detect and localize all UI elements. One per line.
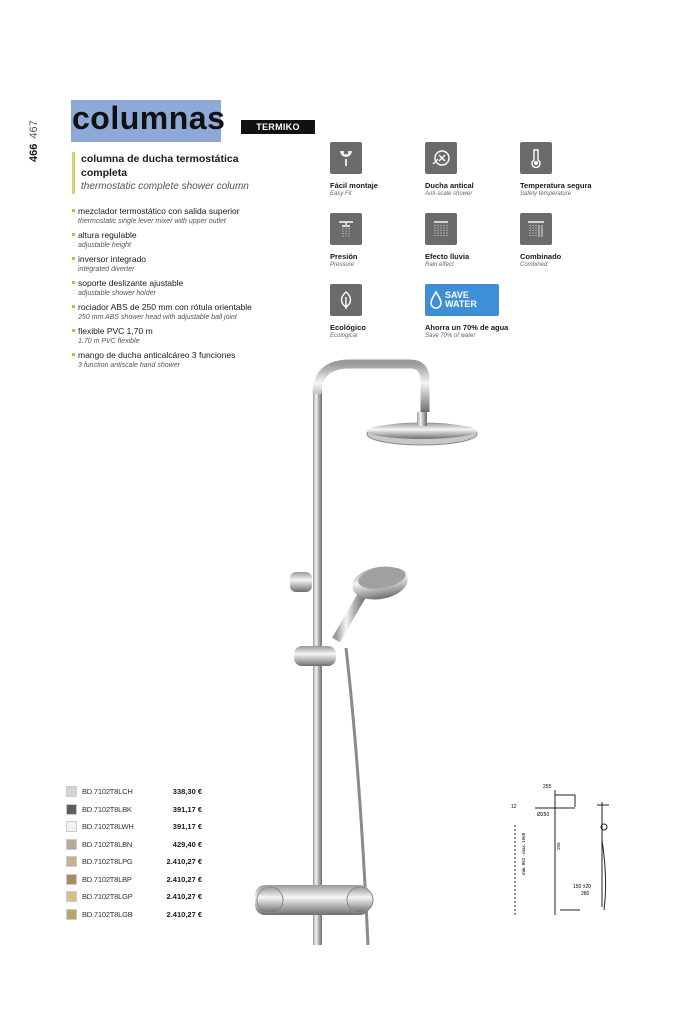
- icon-combined: [520, 213, 615, 269]
- page-title: columnas: [72, 100, 226, 136]
- page-number-current: 466: [28, 143, 40, 162]
- feature-es: soporte deslizante ajustable: [72, 278, 312, 289]
- finish-swatch: [66, 839, 77, 850]
- feature-item: [72, 230, 312, 251]
- icon-label-es: Fácil montaje: [330, 181, 378, 190]
- icon-label-es: Ecológico: [330, 323, 366, 332]
- product-price: 2.410,27 €: [166, 874, 202, 884]
- icon-label-es: Efecto lluvia: [425, 252, 470, 261]
- dim-mid: 250: [556, 842, 561, 850]
- finish-swatch: [66, 891, 77, 902]
- combined-icon: [520, 213, 552, 245]
- rain-icon: [425, 213, 457, 245]
- shower-column-image: [250, 350, 490, 945]
- product-code: BD.7102T8LGP: [82, 892, 133, 902]
- finish-swatch: [66, 909, 77, 920]
- finish-swatch: [66, 856, 77, 867]
- product-code: BD.7102T8LPG: [82, 857, 133, 867]
- save-water-line2: WATER: [445, 299, 477, 309]
- dim-height: min. 862 - max. 1068: [521, 832, 526, 875]
- icon-label-en: Rain effect: [425, 262, 454, 268]
- product-price: 391,17 €: [172, 804, 202, 814]
- product-code: BD.7102T8LBK: [82, 804, 132, 814]
- icon-easy-fit: [330, 142, 425, 198]
- thermometer-icon: [520, 142, 552, 174]
- price-row: [66, 783, 206, 801]
- finish-swatch: [66, 821, 77, 832]
- product-code: BD.7102T8LBP: [82, 874, 132, 884]
- pressure-icon: [330, 213, 362, 245]
- product-price: 429,40 €: [172, 839, 202, 849]
- icon-rain: [425, 213, 520, 269]
- feature-item: [72, 326, 312, 347]
- product-price: 2.410,27 €: [166, 857, 202, 867]
- icon-label-en: Save 70% of water: [425, 333, 476, 339]
- price-row: [66, 871, 206, 889]
- leaf-icon: [330, 284, 362, 316]
- icon-label-es: Ducha antical: [425, 181, 474, 190]
- product-heading: [72, 152, 252, 194]
- icon-pressure: [330, 213, 425, 269]
- icon-antiscale: [425, 142, 520, 198]
- icon-label-en: Safety temperature: [520, 191, 572, 197]
- icon-label-es: Combinado: [520, 252, 562, 261]
- icon-label-en: Pressure: [330, 262, 355, 268]
- feature-es: mezclador termostático con salida superior: [72, 206, 312, 217]
- product-price: 338,30 €: [172, 787, 202, 797]
- product-price: 391,17 €: [172, 822, 202, 832]
- dim-top: 255: [543, 784, 552, 790]
- price-row: [66, 888, 206, 906]
- heading-es-line1: columna de ducha termostática: [81, 153, 239, 165]
- product-code: BD.7102T8LGB: [82, 909, 133, 919]
- heading-en: thermostatic complete shower column: [81, 181, 249, 192]
- feature-es: flexible PVC 1,70 m: [72, 326, 312, 337]
- feature-item: [72, 302, 312, 323]
- feature-es: altura regulable: [72, 230, 312, 241]
- price-row: [66, 836, 206, 854]
- finish-swatch: [66, 786, 77, 797]
- feature-es: mango de ducha anticalcáreo 3 funciones: [72, 350, 312, 361]
- feature-item: [72, 254, 312, 275]
- feature-en: 250 mm ABS shower head with adjustable ball joint: [78, 314, 237, 321]
- technical-drawing: [505, 780, 635, 920]
- feature-en: thermostatic single lever mixer with upper outlet: [78, 218, 226, 225]
- wrench-icon: [330, 142, 362, 174]
- icon-label-en: Anti-scale shower: [425, 191, 473, 197]
- feature-en: adjustable height: [78, 242, 131, 249]
- page-number-next: 467: [28, 120, 40, 139]
- series-badge: TERMIKO: [241, 120, 315, 134]
- icon-label-en: Combined: [520, 262, 548, 268]
- feature-es: rociador ABS de 250 mm con rótula orientable: [72, 302, 312, 313]
- icon-ecological: [330, 284, 425, 340]
- price-row: [66, 853, 206, 871]
- icon-label-en: Easy Fit: [330, 191, 352, 197]
- finish-swatch: [66, 804, 77, 815]
- price-row: [66, 818, 206, 836]
- dim-side: 12: [511, 804, 517, 810]
- save-water-icon: [425, 284, 499, 316]
- feature-en: 3 function antiscale hand shower: [78, 362, 180, 369]
- price-row: [66, 906, 206, 924]
- product-price: 2.410,27 €: [166, 909, 202, 919]
- heading-es-line2: completa: [81, 167, 128, 179]
- page-number: [28, 120, 40, 162]
- icon-label-es: Temperatura segura: [520, 181, 592, 190]
- feature-item: [72, 206, 312, 227]
- dim-bottom2: 280: [581, 891, 590, 897]
- dim-bottom1: 150 ±20: [573, 884, 592, 890]
- save-water-line1: SAVE: [445, 290, 469, 300]
- feature-list: [72, 206, 312, 374]
- icon-save-water: [425, 284, 520, 340]
- icon-label-en: Ecological: [330, 333, 358, 339]
- product-code: BD.7102T8LBN: [82, 839, 133, 849]
- feature-es: inversor integrado: [72, 254, 312, 265]
- antiscale-icon: [425, 142, 457, 174]
- feature-en: integrated diverter: [78, 266, 135, 273]
- feature-en: adjustable shower holder: [78, 290, 156, 297]
- icon-label-es: Ahorra un 70% de agua: [425, 323, 509, 332]
- price-table: [66, 783, 206, 923]
- icon-safety-temp: [520, 142, 615, 198]
- feature-item: [72, 278, 312, 299]
- product-code: BD.7102T8LWH: [82, 822, 134, 832]
- price-row: [66, 801, 206, 819]
- icon-label-es: Presión: [330, 252, 358, 261]
- product-code: BD.7102T8LCH: [82, 787, 133, 797]
- feature-en: 1.70 m PVC flexible: [78, 338, 140, 345]
- finish-swatch: [66, 874, 77, 885]
- dim-head: Ø250: [537, 812, 550, 818]
- product-price: 2.410,27 €: [166, 892, 202, 902]
